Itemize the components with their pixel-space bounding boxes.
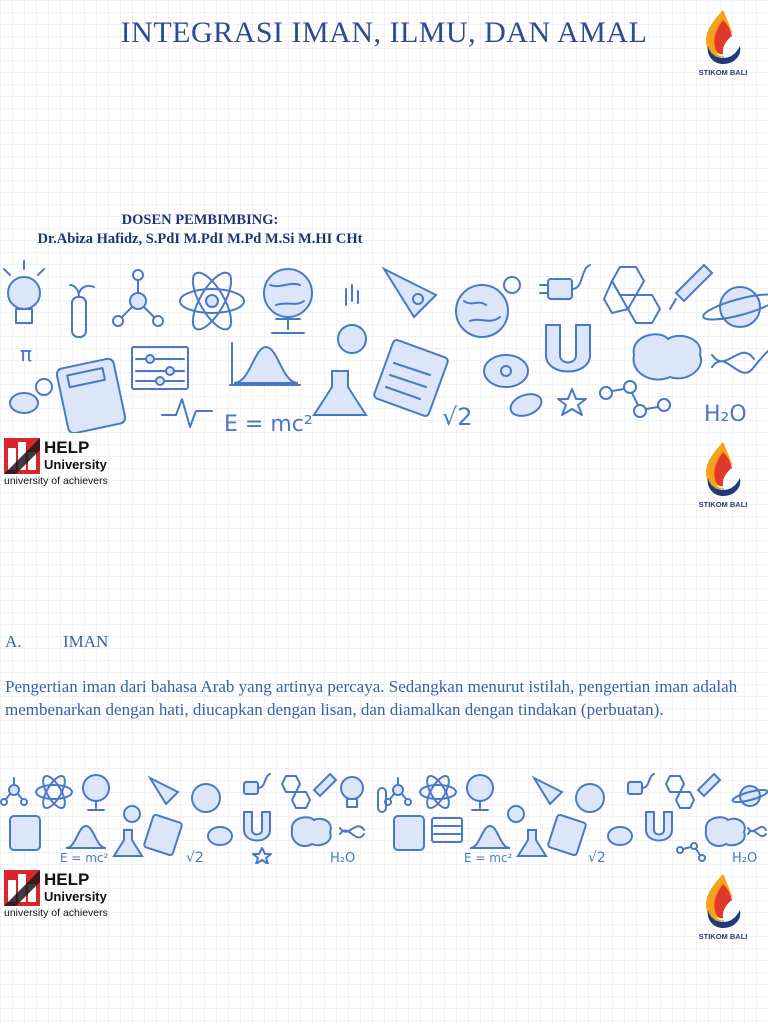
globe-icon xyxy=(83,775,109,810)
atom-icon xyxy=(36,773,72,811)
stikom-flame-icon xyxy=(688,6,758,68)
svg-text:E = mc²: E = mc² xyxy=(60,851,109,864)
iman-paragraph: Pengertian iman dari bahasa Arab yang artinya percaya. Sedangkan menurut istilah, pengertian iman adalah membenarkan dengan hati, diucapkan dengan lisan, dan diamalkan dengan tindakan (perbuatan). xyxy=(5,677,738,719)
planet-icon xyxy=(701,287,768,327)
apple-icon xyxy=(508,806,524,822)
slide-2 xyxy=(0,432,768,864)
help-logo-name: HELP xyxy=(44,870,90,889)
help-logo-name: HELP xyxy=(44,438,90,457)
stikom-logo-text: STIKOM BALI xyxy=(698,932,748,941)
book-icon xyxy=(143,814,182,856)
abacus-icon xyxy=(432,818,462,842)
sqrt-text xyxy=(186,850,204,864)
bell-curve-icon xyxy=(66,826,106,848)
h2o-text xyxy=(704,402,747,427)
earth-icon xyxy=(456,277,520,337)
brain-icon xyxy=(292,817,331,846)
book-icon xyxy=(547,814,586,856)
doodle-repeat-a xyxy=(1,773,386,864)
science-doodle-band xyxy=(0,255,768,433)
cell-icon xyxy=(608,827,632,845)
sqrt-text xyxy=(588,850,606,864)
pipette-icon xyxy=(670,265,712,309)
lightbulb-icon xyxy=(341,777,363,807)
svg-text:H₂O: H₂O xyxy=(704,402,747,427)
molecule-icon xyxy=(1,778,27,805)
brain-icon xyxy=(634,334,702,379)
rocket-icon xyxy=(534,778,562,804)
heartbeat-icon xyxy=(162,399,212,427)
svg-text:H₂O: H₂O xyxy=(732,851,758,864)
planet-icon xyxy=(732,786,768,806)
stikom-bali-logo xyxy=(688,6,758,86)
beaker-icon xyxy=(314,371,366,415)
stikom-logo-text: STIKOM BALI xyxy=(698,68,748,77)
dna-icon xyxy=(748,827,766,836)
help-university-logo xyxy=(4,870,124,926)
help-logo-subname: University xyxy=(44,889,107,904)
bacteria-icon xyxy=(508,390,545,420)
help-logo-tagline: university of achievers xyxy=(4,475,108,487)
svg-text:H₂O: H₂O xyxy=(330,851,356,864)
science-doodle-band-small xyxy=(0,768,768,864)
molecule-icon xyxy=(113,270,163,326)
cell-icon xyxy=(208,827,232,845)
molecule-icon xyxy=(385,778,411,805)
svg-text:E = mc²: E = mc² xyxy=(224,412,313,433)
help-university-logo xyxy=(4,438,124,494)
calculator-icon xyxy=(10,816,40,850)
h2o-text xyxy=(330,851,355,864)
bell-curve-icon xyxy=(230,343,300,385)
pill-icon xyxy=(10,379,52,413)
heading-number: A. xyxy=(5,632,22,651)
formula-text xyxy=(224,412,313,433)
cell-icon xyxy=(484,355,528,387)
slide-1 xyxy=(0,0,768,432)
formula-text xyxy=(464,851,513,864)
dna-icon xyxy=(340,826,364,837)
slide-3 xyxy=(0,864,768,1024)
book-icon xyxy=(373,339,449,417)
pi-icon xyxy=(20,342,32,366)
help-logo-subname: University xyxy=(44,457,107,472)
calculator-icon xyxy=(394,816,424,850)
heading-text: IMAN xyxy=(63,632,109,651)
plug-icon xyxy=(244,774,270,794)
apple-icon xyxy=(338,285,366,353)
svg-text:E = mc²: E = mc² xyxy=(464,851,513,864)
help-logo-icon xyxy=(4,870,40,906)
apple-icon xyxy=(124,806,140,822)
rocket-icon xyxy=(384,269,436,317)
test-tube-icon xyxy=(70,285,94,337)
formula-text xyxy=(60,851,109,864)
svg-text:√2: √2 xyxy=(588,850,606,864)
pipette-icon xyxy=(698,774,720,796)
stikom-flame-icon xyxy=(688,438,758,500)
dna-icon xyxy=(712,351,768,373)
doodle-repeat-b xyxy=(385,773,768,864)
pipette-icon xyxy=(314,774,336,796)
stikom-bali-logo xyxy=(688,438,758,518)
slide-title: INTEGRASI IMAN, ILMU, DAN AMAL xyxy=(120,16,648,49)
hexagon-molecule-icon xyxy=(604,267,660,323)
chain-molecule-icon xyxy=(600,381,670,417)
stikom-logo-text: STIKOM BALI xyxy=(698,500,748,509)
hexagon-molecule-icon xyxy=(666,776,694,808)
abacus-icon xyxy=(132,347,188,389)
stikom-bali-logo xyxy=(688,870,758,950)
hexagon-molecule-icon xyxy=(282,776,310,808)
rocket-icon xyxy=(150,778,178,804)
bell-curve-icon xyxy=(470,826,510,848)
beaker-icon xyxy=(518,830,546,856)
globe-icon xyxy=(264,269,312,333)
sqrt-text xyxy=(442,403,473,431)
svg-text:√2: √2 xyxy=(186,850,204,864)
magnet-icon xyxy=(546,325,590,372)
chain-molecule-icon xyxy=(677,843,705,861)
stikom-flame-icon xyxy=(688,870,758,932)
lecturer-name: Dr.Abiza Hafidz, S.PdI M.PdI M.Pd M.Si M.HI CHt xyxy=(37,231,363,247)
svg-text:√2: √2 xyxy=(442,403,473,431)
svg-text:π: π xyxy=(20,342,33,366)
lecturer-label: DOSEN PEMBIMBING: xyxy=(121,212,279,228)
atom-icon xyxy=(420,773,456,811)
help-logo-icon xyxy=(4,438,40,474)
calculator-icon xyxy=(56,358,126,433)
atom-icon xyxy=(180,267,244,334)
brain-icon xyxy=(706,817,745,846)
plug-icon xyxy=(628,774,654,794)
globe-icon xyxy=(467,775,493,810)
section-heading xyxy=(5,632,108,652)
lecturer-block xyxy=(0,211,400,249)
star-icon xyxy=(558,389,586,415)
earth-icon xyxy=(192,784,220,812)
plug-icon xyxy=(540,265,590,299)
magnet-icon xyxy=(646,812,672,841)
beaker-icon xyxy=(114,830,142,856)
help-logo-tagline: university of achievers xyxy=(4,907,108,919)
lightbulb-icon xyxy=(4,261,44,323)
h2o-text xyxy=(732,851,757,864)
earth-icon xyxy=(576,784,604,812)
magnet-icon xyxy=(244,812,270,841)
star-icon xyxy=(253,848,271,864)
